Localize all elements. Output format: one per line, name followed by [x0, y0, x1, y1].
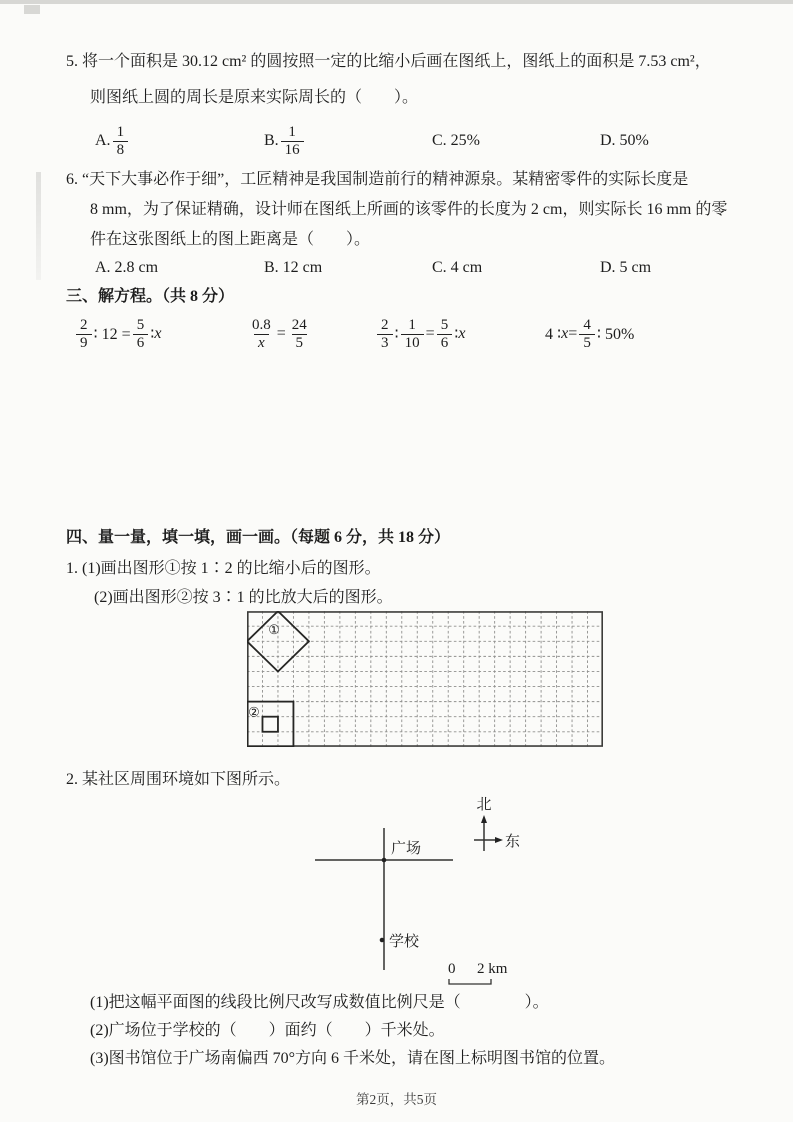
- question-6-line-2: 8 mm，为了保证精确，设计师在图纸上所画的该零件的长度为 2 cm，则实际长 16 mm 的零: [90, 201, 728, 218]
- shape-1-label: ①: [268, 622, 280, 638]
- school-label: 学校: [389, 934, 420, 950]
- section-4-heading: 四、量一量，填一填，画一画。（每题 6 分，共 18 分）: [66, 529, 451, 546]
- q5-option-a: A. $\frac{1}{8}$: [95, 118, 130, 164]
- q5-option-d: D. 50%: [600, 132, 649, 149]
- plaza-label: 广场: [391, 841, 422, 857]
- q2-sub-3: (3)图书馆位于广场南偏西 70°方向 6 千米处，请在图上标明图书馆的位置。: [90, 1050, 616, 1067]
- north-label: 北: [476, 797, 492, 813]
- equation-2: $\frac{0.8}{x}$ = $\frac{24}{5}$: [252, 316, 307, 351]
- q6-option-c: C. 4 cm: [432, 259, 483, 276]
- q1-instruction-1: 1. (1)画出图形①按 1∶2 的比缩小后的图形。: [66, 560, 381, 577]
- compass-east-arrowhead: [495, 837, 503, 843]
- scale-zero-label: 0: [448, 961, 456, 977]
- grid-figure: [247, 611, 603, 747]
- question-6-line-3: 件在这张图纸上的图上距离是（ ）。: [90, 231, 371, 248]
- q5-option-c: C. 25%: [432, 132, 480, 149]
- shape-2-inner-square: [262, 717, 277, 732]
- scan-artifact-top: [0, 0, 793, 4]
- q2-sub-1: (1)把这幅平面图的线段比例尺改写成数值比例尺是（ ）。: [90, 994, 549, 1011]
- q2-sub-2: (2)广场位于学校的（ ）面约（ ）千米处。: [90, 1022, 445, 1039]
- q2-text: 2. 某社区周围环境如下图所示。: [66, 771, 291, 788]
- equation-4: 4 ∶ x = $\frac{4}{5}$ ∶ 50%: [545, 316, 635, 351]
- section-3-heading: 三、解方程。（共 8 分）: [66, 288, 235, 305]
- community-map-figure: [298, 795, 548, 995]
- question-6-line-1: 6. “天下大事必作于细”，工匠精神是我国制造前行的精神源泉。某精密零件的实际长度是: [66, 171, 689, 188]
- q6-option-b: B. 12 cm: [264, 259, 323, 276]
- equation-1: $\frac{2}{9}$ ∶ 12 = $\frac{5}{6}$ ∶ x: [74, 308, 161, 360]
- page-number-footer: 第2页，共5页: [356, 1092, 437, 1107]
- plaza-dot: [382, 858, 387, 863]
- scan-artifact-smudge: [36, 172, 41, 280]
- east-label: 东: [505, 834, 521, 850]
- school-dot: [380, 938, 385, 943]
- scan-artifact-corner: [24, 5, 40, 14]
- question-5-line-2: 则图纸上圆的周长是原来实际周长的（ ）。: [90, 89, 419, 106]
- q6-option-a: A. 2.8 cm: [95, 259, 159, 276]
- shape-2-label: ②: [248, 705, 260, 721]
- scale-length-label: 2 km: [477, 961, 508, 977]
- grid-border: [248, 612, 602, 746]
- question-5-line-1: 5. 将一个面积是 30.12 cm² 的圆按照一定的比缩小后画在图纸上，图纸上的面积是 7.53 cm²，: [66, 53, 711, 70]
- scale-bar: [449, 979, 491, 984]
- compass-north-arrowhead: [481, 815, 487, 823]
- equation-3: $\frac{2}{3}$ ∶ $\frac{1}{10}$ = $\frac{5}{6}$ ∶ x: [375, 308, 465, 360]
- q1-instruction-2: (2)画出图形②按 3∶1 的比放大后的图形。: [94, 589, 393, 606]
- q5-option-b: B. $\frac{1}{16}$: [264, 118, 306, 164]
- q6-option-d: D. 5 cm: [600, 259, 652, 276]
